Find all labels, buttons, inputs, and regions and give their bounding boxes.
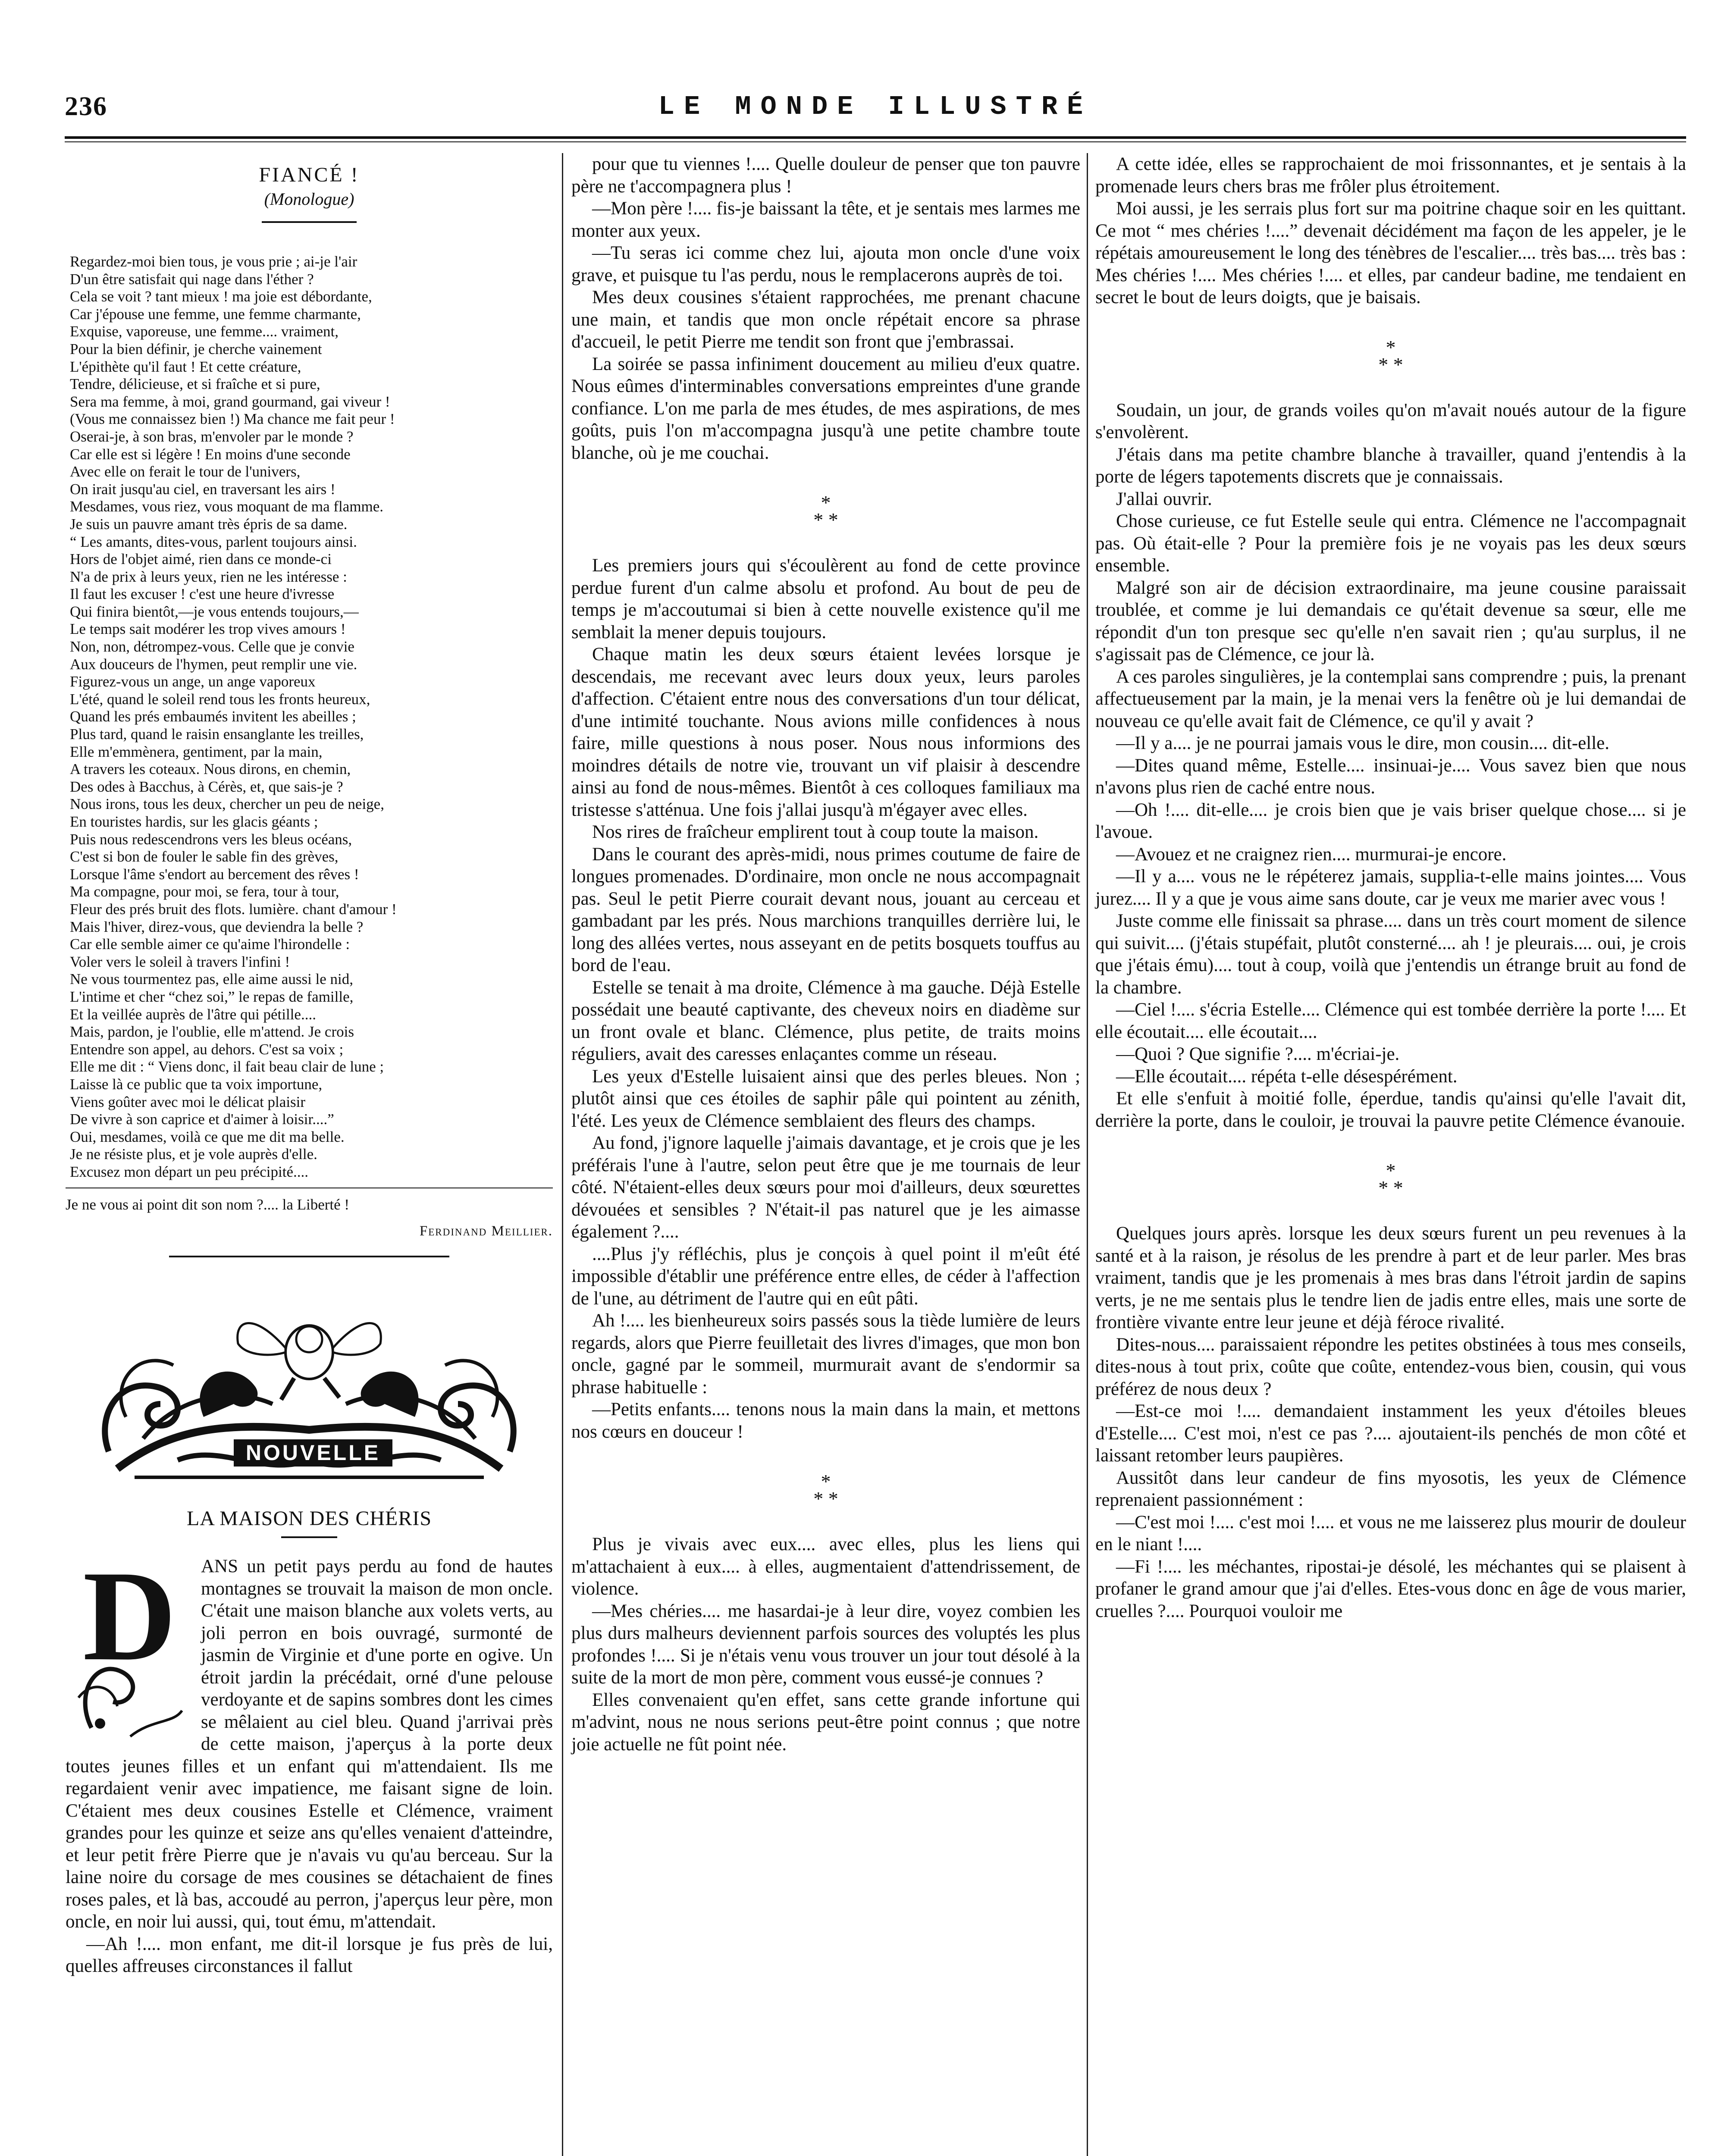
column-2-block-c xyxy=(571,1533,1080,1755)
poem-line: Nous irons, tous les deux, chercher un peu de neige, xyxy=(70,796,384,813)
poem-line: “ Les amants, dites-vous, parlent toujours ainsi. xyxy=(70,533,357,550)
story-paragraph: —Elle écoutait.... répéta t-elle désespérément. xyxy=(1116,1066,1458,1087)
story-paragraph: Aussitôt dans leur candeur de fins myosotis, les yeux de Clémence reprenaient passionnément : xyxy=(1095,1467,1686,1510)
story-paragraph: —Oh !.... dit-elle.... je crois bien que je vais briser quelque chose.... si je l'avoue. xyxy=(1095,799,1686,842)
poem-line: L'été, quand le soleil rend tous les fronts heureux, xyxy=(70,690,370,708)
poem-closing-line: Je ne vous ai point dit son nom ?.... la Liberté ! xyxy=(66,1188,553,1214)
column-2-block-a xyxy=(571,153,1080,464)
poem-line: Lorsque l'âme s'endort au bercement des rêves ! xyxy=(70,865,359,883)
story-paragraph: J'allai ouvrir. xyxy=(1116,489,1212,509)
story-paragraph: Ah !.... les bienheureux soirs passés sous la tiède lumière de leurs regards, alors que Pierre feuilletait des livres d'images, que mon bon oncle, gagné par le sommeil, murmurait avant de s'endormir sa phrase habituelle : xyxy=(571,1310,1080,1398)
story-paragraph: —C'est moi !.... c'est moi !.... et vous ne me laisserez plus mourir de douleur en le niant !.... xyxy=(1095,1512,1686,1554)
story-paragraph: Les premiers jours qui s'écoulèrent au fond de cette province perdue furent d'un calme absolu et profond. Au bout de peu de temps je m'accoutumai si bien à cette nouvelle existence qu'il me semblait la mener depuis toujours. xyxy=(571,555,1080,642)
poem-line: Excusez mon départ un peu précipité.... xyxy=(70,1163,308,1180)
story-paragraph: —Ciel !.... s'écria Estelle.... Clémence qui est tombée derrière la porte !.... Et elle écoutait.... elle écoutait.... xyxy=(1095,1000,1686,1042)
poem-line: Je suis un pauvre amant très épris de sa dame. xyxy=(70,515,348,533)
poem-line: Regardez-moi bien tous, je vous prie ; ai-je l'air xyxy=(70,253,357,270)
story-paragraph: Chose curieuse, ce fut Estelle seule qui entra. Clémence ne l'accompagnait pas. Où était-elle ? Pour la première fois je ne voyais pas les deux sœurs ensemble. xyxy=(1095,511,1686,576)
poem-line: Le temps sait modérer les trop vives amours ! xyxy=(70,620,346,638)
story-paragraph: Plus je vivais avec eux.... avec elles, plus les liens qui m'attachaient à eux.... à elles, augmentaient d'attendrissement, de violence. xyxy=(571,1534,1080,1599)
nouvelle-banner-label: NOUVELLE xyxy=(234,1439,392,1467)
poem-line: Hors de l'objet aimé, rien dans ce monde-ci xyxy=(70,551,332,568)
poem-line: Elle m'emmènera, gentiment, par la main, xyxy=(70,743,323,760)
story-paragraph: Soudain, un jour, de grands voiles qu'on m'avait noués autour de la figure s'envolèrent. xyxy=(1095,400,1686,442)
poem-line: Elle me dit : “ Viens donc, il fait beau clair de lune ; xyxy=(70,1058,384,1075)
asterism-divider: * * * xyxy=(813,1470,838,1510)
poem-line: Car elle est si légère ! En moins d'une seconde xyxy=(70,445,351,463)
story-paragraph: La soirée se passa infiniment doucement au milieu d'eux quatre. Nous eûmes d'interminables conversations empreintes d'une grande confiance. L'on me parla de mes études, de mes aspirations, de mes goûts, puis l'on m'accompagna jusqu'à une petite chambre toute blanche, où je me couchai. xyxy=(571,354,1080,463)
poem-line: Et la veillée auprès de l'âtre qui pétille.... xyxy=(70,1006,316,1023)
story-paragraph: Dites-nous.... paraissaient répondre les petites obstinées à tous mes conseils, dites-nous à tout prix, coûte que coûte, entendez-vous bien, cousin, qui vous préférez de nous deux ? xyxy=(1095,1334,1686,1399)
poem-line: On irait jusqu'au ciel, en traversant les airs ! xyxy=(70,480,336,498)
journal-title: LE MONDE ILLUSTRÉ xyxy=(658,91,1093,122)
story-paragraph: Juste comme elle finissait sa phrase.... dans un très court moment de silence qui suivit.... (j'étais stupéfait, plutôt consterné.... ah ! je pleurais.... oui, je crois que j'étais ému).... tout à coup, voilà que j'entendis un étrange bruit au fond de la chambre. xyxy=(1095,911,1686,998)
story-paragraph: ANS un petit pays perdu au fond de hautes montagnes se trouvait la maison de mon oncle. C'était une maison blanche aux volets verts, au joli perron en bois ouvragé, surmonté de jasmin de Virginie et d'une porte en ogive. Un étroit jardin la précédait, orné d'une pelouse verdoyante et de sapins sombres dont les cimes se mêlaient au ciel bleu. Quand j'arrivai près de cette maison, j'aperçus à la porte deux toutes jeunes filles et un enfant qui m'attendaient. Ils me regardaient venir avec impatience, me faisant signe de loin. C'étaient mes deux cousines Estelle et Clémence, vraiment grandes pour les quinze et seize ans qu'elles venaient d'atteindre, et leur petit frère Pierre que je n'avais vu qu'au berceau. Sur la laine noire du corsage de mes cousines se détachaient de fines roses pales, et là bas, accoudé au perron, j'aperçus leur père, mon oncle, en noir lui aussi, qui, tout ému, m'attendait. xyxy=(66,1556,553,1932)
poem-line: Tendre, délicieuse, et si fraîche et si pure, xyxy=(70,376,320,393)
story-paragraph: A cette idée, elles se rapprochaient de moi frissonnantes, et je sentais à la promenade leurs chers bras me frôler plus étroitement. xyxy=(1095,154,1686,197)
column-2-block-b xyxy=(571,555,1080,1443)
story-title: LA MAISON DES CHÉRIS xyxy=(186,1507,432,1530)
story-paragraph: —Il y a.... vous ne le répéterez jamais, supplia-t-elle mains jointes.... Vous jurez.... Il y a que je vous aime sans doute, car je veux me marier avec vous ! xyxy=(1095,866,1686,909)
asterism-divider: * * * xyxy=(1378,1159,1403,1199)
poem-line: Je ne résiste plus, et je vole auprès d'elle. xyxy=(70,1146,317,1163)
story-opening xyxy=(66,1544,553,1933)
poem-line: Mesdames, vous riez, vous moquant de ma flamme. xyxy=(70,498,384,515)
poem-line: Plus tard, quand le raisin ensanglante les treilles, xyxy=(70,726,364,743)
drop-cap-letter: D xyxy=(83,1544,176,1688)
poem-line: Sera ma femme, à moi, grand gourmand, gai viveur ! xyxy=(70,393,390,410)
poem-line: Laisse là ce public que ta voix importune, xyxy=(70,1075,323,1093)
poem-line: Exquise, vaporeuse, une femme.... vraiment, xyxy=(70,323,339,340)
poem-line: Voler vers le soleil à travers l'infini ! xyxy=(70,953,290,970)
poem-line: Ne vous tourmentez pas, elle aime aussi le nid, xyxy=(70,971,354,988)
poem-line: Car elle semble aimer ce qu'aime l'hirondelle : xyxy=(70,936,350,953)
poem-line: Il faut les excuser ! c'est une heure d'ivresse xyxy=(70,586,335,603)
poem-line: N'a de prix à leurs yeux, rien ne les intéresse : xyxy=(70,568,347,585)
poem-author: Ferdinand Meillier. xyxy=(419,1223,553,1239)
poem-line: Ma compagne, pour moi, se fera, tour à tour, xyxy=(70,883,339,900)
section-divider xyxy=(169,1256,449,1257)
poem-line: En touristes hardis, sur les glacis géants ; xyxy=(70,813,318,830)
story-paragraph: Estelle se tenait à ma droite, Clémence à ma gauche. Déjà Estelle possédait une beauté captivante, des cheveux noirs en diadème sur un front ovale et blanc. Clémence, plus petite, de traits moins réguliers, avait des caresses enlaçantes comme un réseau. xyxy=(571,977,1080,1064)
story-paragraph: Malgré son air de décision extraordinaire, ma jeune cousine paraissait troublée, et comme je lui demandais ce qu'était devenue sa sœur, elle me répondit d'un ton presque sec qu'elle n'en savait rien ; qu'au surplus, il ne s'agissait pas de Clémence, ce jour là. xyxy=(1095,577,1686,664)
header-rule xyxy=(65,136,1686,142)
poem-line: Pour la bien définir, je cherche vainement xyxy=(70,340,322,357)
story-paragraph: Chaque matin les deux sœurs étaient levées lorsque je descendais, me recevant avec leurs doux yeux, leurs paroles d'affection. C'étaient entre nous des conversations d'un tour délicat, d'une intimité touchante. Nous avions mille confidences à nous faire, mille questions à nous poser. Nous nous informions des moindres détails de notre vie, trouvant un vif plaisir à descendre ainsi au fond de nous-mêmes. Bientôt à ces colloques familiaux ma tristesse s'atténua. Une fois j'allai jusqu'à m'égayer avec elles. xyxy=(571,644,1080,820)
poem-line: Qui finira bientôt,—je vous entends toujours,— xyxy=(70,603,359,620)
column-3-block-a xyxy=(1095,153,1686,309)
poem-line: Non, non, détrompez-vous. Celle que je convie xyxy=(70,638,354,655)
column-3-block-b xyxy=(1095,399,1686,1132)
poem-line: Mais, pardon, je l'oublie, elle m'attend. Je crois xyxy=(70,1023,354,1040)
poem-line: Des odes à Bacchus, à Cérès, et, que sais-je ? xyxy=(70,778,343,795)
story-paragraph: —Petits enfants.... tenons nous la main dans la main, et mettons nos cœurs en douceur ! xyxy=(571,1399,1080,1442)
poem-line: Aux douceurs de l'hymen, peut remplir une vie. xyxy=(70,655,357,673)
story-paragraph: Les yeux d'Estelle luisaient ainsi que des perles bleues. Non ; plutôt ainsi que ces étoiles de saphir pâle qui pointent au zénith, l'été. Les yeux de Clémence semblaient des fleurs des champs. xyxy=(571,1066,1080,1131)
story-paragraph: —Dites quand même, Estelle.... insinuai-je.... Vous savez bien que nous n'avons plus rien de caché entre nous. xyxy=(1095,755,1686,798)
column-1 xyxy=(66,153,553,1977)
poem-line: Avec elle on ferait le tour de l'univers, xyxy=(70,463,301,480)
column-rule-1 xyxy=(562,153,563,2156)
story-paragraph: Dans le courant des après-midi, nous primes coutume de faire de longues promenades. D'ordinaire, mon oncle ne nous accompagnait pas. Seul le petit Pierre courait devant nous, jouant au cerceau et gambadant par les prés. Nous marchions tranquilles derrière lui, le long des allées vertes, nous asseyant en de petits bosquets touffus au bord de l'eau. xyxy=(571,844,1080,975)
story-paragraph: —Quoi ? Que signifie ?.... m'écriai-je. xyxy=(1116,1044,1400,1064)
poem-line: Car j'épouse une femme, une femme charmante, xyxy=(70,305,361,323)
poem-body xyxy=(66,253,553,1181)
column-2 xyxy=(571,153,1080,1755)
story-paragraph: J'étais dans ma petite chambre blanche à travailler, quand j'entendis à la porte de légers tapotements discrets que je connaissais. xyxy=(1095,444,1686,487)
poem-line: Entendre son appel, au dehors. C'est sa voix ; xyxy=(70,1040,344,1058)
story-paragraph: —Est-ce moi !.... demandaient instamment les yeux d'étoiles bleues d'Estelle.... C'est moi, n'est ce pas ?.... ajoutaient-ils penchés de mon côté et laissant retomber leurs paupières. xyxy=(1095,1401,1686,1466)
poem-subtitle: (Monologue) xyxy=(264,189,354,209)
story-paragraph: Moi aussi, je les serrais plus fort sur ma poitrine chaque soir en les quittant. Ce mot “ mes chéries !....” devenait décidément ma façon de les appeler, je le répétais amoureusement le long des ténèbres de l'escalier.... très bas.... très bas : Mes chéries !.... Mes chéries !.... et elles, par candeur badine, me tendaient en secret le bout de leurs doigts, que je baisais. xyxy=(1095,198,1686,307)
story-paragraph: —Il y a.... je ne pourrai jamais vous le dire, mon cousin.... dit-elle. xyxy=(1116,733,1609,753)
column-3-block-c xyxy=(1095,1222,1686,1622)
nouvelle-ornament xyxy=(91,1288,527,1490)
story-paragraph: —Avouez et ne craignez rien.... murmurai-je encore. xyxy=(1116,844,1507,865)
story-paragraph: A ces paroles singulières, je la contemplai sans comprendre ; puis, la prenant affectueusement par la main, je la menai vers la fenêtre où je lui demandai de nouveau ce qu'elle avait fait de Clémence, ce qu'il y avait ? xyxy=(1095,666,1686,731)
story-paragraph: —Tu seras ici comme chez lui, ajouta mon oncle d'une voix grave, et puisque tu l'as perdu, nous le remplacerons auprès de toi. xyxy=(571,243,1080,285)
poem-line: Mais l'hiver, direz-vous, que deviendra la belle ? xyxy=(70,918,364,935)
poem-title: FIANCÉ ! xyxy=(259,163,360,186)
poem-line: L'épithète qu'il faut ! Et cette créature, xyxy=(70,358,301,375)
story-paragraph: —Mon père !.... fis-je baissant la tête, et je sentais mes larmes me monter aux yeux. xyxy=(571,198,1080,241)
story-paragraph: —Ah !.... mon enfant, me dit-il lorsque je fus près de lui, quelles affreuses circonstances il fallut xyxy=(66,1934,553,1977)
story-paragraph: pour que tu viennes !.... Quelle douleur de penser que ton pauvre père ne t'accompagnera plus ! xyxy=(571,154,1080,197)
poem-line: Viens goûter avec moi le délicat plaisir xyxy=(70,1093,306,1110)
poem-line: A travers les coteaux. Nous dirons, en chemin, xyxy=(70,761,351,778)
poem-line: Oui, mesdames, voilà ce que me dit ma belle. xyxy=(70,1128,345,1145)
page-number: 236 xyxy=(65,92,107,121)
page-header xyxy=(65,91,1686,143)
poem-line: Fleur des prés bruit des flots. lumière. chant d'amour ! xyxy=(70,900,397,918)
story-paragraph: Et elle s'enfuit à moitié folle, éperdue, tandis qu'ainsi qu'elle l'avait dit, derrière la porte, dans le couloir, je trouvai la pauvre petite Clémence évanouie. xyxy=(1095,1088,1686,1131)
poem-line: L'intime et cher “chez soi,” le repas de famille, xyxy=(70,988,354,1005)
story-paragraph: Au fond, j'ignore laquelle j'aimais davantage, et je crois que je les préférais l'une à l'autre, selon peut être que je me tournais de leur côté. N'étaient-elles deux sœurs pour moi d'ailleurs, deux sœurettes dévouées et sensibles ? N'était-il pas naturel que je les aimasse également ?.... xyxy=(571,1133,1080,1242)
poem-line: Quand les prés embaumés invitent les abeilles ; xyxy=(70,708,356,725)
story-paragraph: Nos rires de fraîcheur emplirent tout à coup toute la maison. xyxy=(592,822,1039,842)
column-rule-2 xyxy=(1087,153,1088,2156)
poem-line: De vivre à son caprice et d'aimer à loisir....” xyxy=(70,1111,334,1128)
poem-line: (Vous me connaissez bien !) Ma chance me fait peur ! xyxy=(70,411,395,428)
story-paragraph: Mes deux cousines s'étaient rapprochées, me prenant chacune une main, et tandis que mon oncle répétait encore sa phrase d'accueil, le petit Pierre me tendit son front que j'embrassai. xyxy=(571,287,1080,352)
poem-line: D'un être satisfait qui nage dans l'éther ? xyxy=(70,270,314,288)
poem-line: C'est si bon de fouler le sable fin des grèves, xyxy=(70,848,339,865)
story-paragraph: —Mes chéries.... me hasardai-je à leur dire, voyez combien les plus durs malheurs deviennent parfois sources des voluptés les plus profondes !.... Si je n'étais venu vous trouver un jour tout désolé à la suite de la mort de mon père, comment vous eussé-je connues ? xyxy=(571,1601,1080,1688)
story-paragraph: —Fi !.... les méchantes, ripostai-je désolé, les méchantes qui se plaisent à profaner le grand amour que j'ai d'elles. Etes-vous donc en âge de vous marier, cruelles ?.... Pourquoi vouloir me xyxy=(1095,1556,1686,1621)
asterism-divider: * * * xyxy=(1378,336,1403,376)
poem-line: Puis nous redescendrons vers les bleus océans, xyxy=(70,830,352,848)
poem-line: Oserai-je, à son bras, m'envoler par le monde ? xyxy=(70,428,354,445)
story-paragraph: ....Plus j'y réfléchis, plus je conçois à quel point il m'eût été impossible d'établir une préférence entre elles, de céder à l'affection de l'une, au détriment de l'autre qui en eût pâti. xyxy=(571,1244,1080,1309)
story-title-rule xyxy=(281,1536,337,1538)
poem-line: Figurez-vous un ange, un ange vaporeux xyxy=(70,673,316,690)
poem-title-rule xyxy=(262,221,357,223)
story-paragraph: Quelques jours après. lorsque les deux sœurs furent un peu revenues à la santé et à la raison, je résolus de les prendre à part et de leur parler. Mes bras vraiment, tandis que je les promenais à mes bras dans l'étroit jardin de sapins verts, je ne me sentais plus le tendre lien de jadis entre elles, mais une sorte de frontière vivante entre leur jeune et déjà féroce rivalité. xyxy=(1095,1223,1686,1332)
poem-line: Cela se voit ? tant mieux ! ma joie est débordante, xyxy=(70,288,372,305)
asterism-divider: * * * xyxy=(813,492,838,531)
drop-cap-ornament xyxy=(66,1544,195,1741)
story-paragraph: Elles convenaient qu'en effet, sans cette grande infortune qui m'advint, nous ne nous serions peut-être point connus ; que notre joie actuelle ne fût point née. xyxy=(571,1689,1080,1755)
column-3 xyxy=(1095,153,1686,1622)
